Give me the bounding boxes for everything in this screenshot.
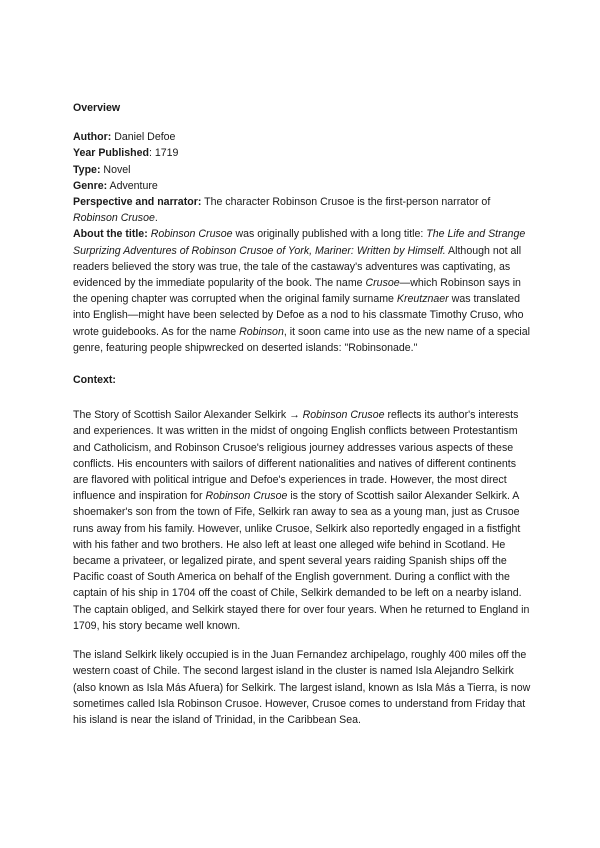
book-title: Robinson Crusoe: [73, 212, 155, 225]
context-paragraph-1: [73, 407, 533, 634]
about-text: was originally published with a long title:: [232, 228, 427, 241]
about-text: , it soon came into use as the new name of a special genre, featuring people shipwrecked on deserted islands: "Robinsonade.": [73, 325, 530, 354]
field-type: [73, 162, 533, 178]
name-crusoe: Crusoe: [365, 277, 400, 290]
field-value-tail: .: [154, 212, 158, 225]
about-text: Although not all readers believed the story was true, the tale of the castaway's adventures was captivating, as evidenced by the immediate popularity of the book. The name: [73, 244, 522, 290]
book-title: Robinson Crusoe: [302, 409, 385, 422]
field-value: : 1719: [148, 147, 179, 160]
about-text: —which Robinson says in the opening chapter was corrupted when the original family surname: [73, 277, 521, 306]
name-robinson: Robinson: [239, 325, 284, 338]
field-genre: [73, 178, 533, 194]
context-paragraph-2: The island Selkirk likely occupied is in the Juan Fernandez archipelago, roughly 400 miles off the western coast of Chile. The second largest island in the cluster is named Isla Alejandro Selkirk (also known as Isla Más Afuera) for Selkirk. The largest island, known as Isla Más a Tierra, is now sometimes called Isla Robinson Crusoe. However, Crusoe comes to understand from Friday that his island is near the island of Trinidad, in the Caribbean Sea.: [73, 649, 531, 726]
original-long-title: The Life and Strange Surprizing Adventures of Robinson Crusoe of York, Mariner: Written by Himself.: [73, 228, 526, 257]
context-heading: Context:: [73, 374, 116, 387]
field-label: Year Published: [73, 147, 149, 160]
context-text: reflects its author's interests and experiences. It was written in the midst of ongoing English conflicts between Protestantism and Catholicism, and Robinson Crusoe's religious journey addresses various aspects of these conflicts. His encounters with sailors of different nationalities and natives of different continents are flavored with political intrigue and Defoe's experiences in trade. However, the most direct influence and inspiration for: [73, 409, 519, 503]
book-title: Robinson Crusoe: [150, 228, 233, 241]
document-body: [73, 100, 533, 728]
about-the-title: [73, 226, 533, 356]
field-label: About the title:: [73, 228, 148, 241]
name-kreutznaer: Kreutznaer: [396, 293, 449, 306]
field-value: Adventure: [107, 179, 158, 192]
field-label: Perspective and narrator:: [73, 196, 202, 209]
field-label: Author:: [73, 131, 112, 144]
about-text: was translated into English—might have been selected by Defoe as a nod to his classmate Timothy Cruso, who wrote guidebooks. As for the name: [73, 293, 524, 338]
field-value: Novel: [100, 163, 131, 176]
field-perspective: [73, 194, 533, 226]
field-value: The character Robinson Crusoe is the first-person narrator of: [201, 196, 491, 209]
book-title: Robinson Crusoe: [205, 490, 288, 503]
field-author: [73, 129, 533, 145]
field-label: Genre:: [73, 179, 108, 192]
field-label: Type:: [73, 163, 101, 176]
field-value: Daniel Defoe: [111, 131, 176, 144]
overview-heading: Overview: [73, 102, 121, 114]
field-year-published: [73, 145, 533, 161]
context-text: is the story of Scottish sailor Alexander Selkirk. A shoemaker's son from the town of Fife, Selkirk ran away to sea as a young man, just as Crusoe runs away from his family. However, unlike Crusoe, Selkirk also reportedly engaged in a fistfight with his father and two brothers. He also left at least one alleged wife behind in Scotland. He became a privateer, or legalized pirate, and spent several years raiding Spanish ships off the Pacific coast of South America on behalf of the English government. During a conflict with the captain of his ship in 1704 off the coast of Chile, Selkirk demanded to be left on a nearby island. The captain obliged, and Selkirk stayed there for over four years. When he returned to England in 1709, his story became well known.: [73, 490, 530, 632]
context-text: The Story of Scottish Sailor Alexander Selkirk →: [73, 409, 303, 422]
